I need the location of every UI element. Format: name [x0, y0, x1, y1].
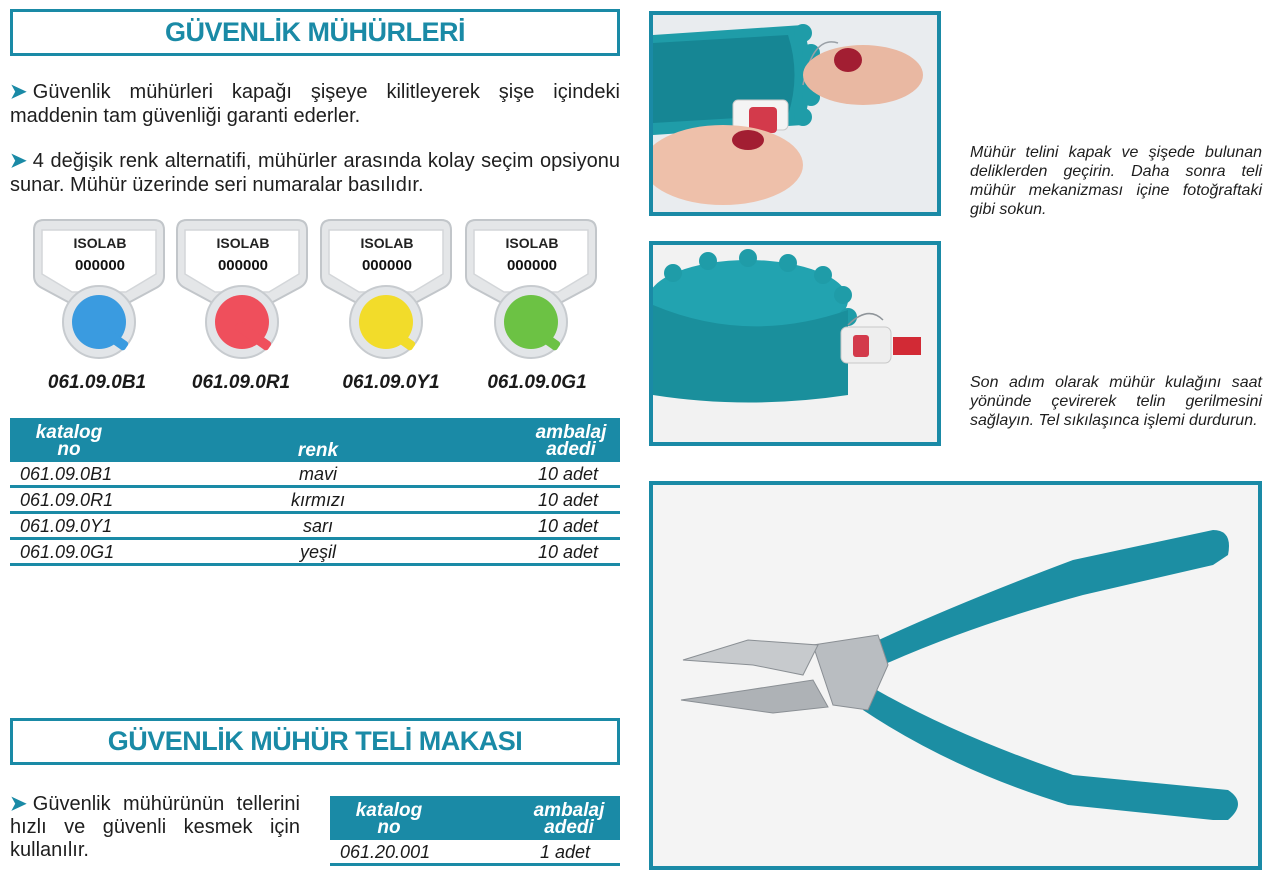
cell-color: mavi	[298, 464, 337, 484]
seal-icon	[462, 218, 600, 360]
header-color: renk	[297, 440, 339, 461]
seal-serial: 000000	[361, 257, 413, 274]
header-pack: ambalaj adedi	[535, 422, 607, 460]
seal-icon	[317, 218, 455, 360]
cell-pack: 10 adet	[538, 542, 599, 562]
photo-threading-wire	[649, 11, 941, 216]
seal-brand: ISOLAB	[505, 235, 559, 251]
catalog-table-seals	[10, 418, 620, 566]
seal-catalog-code: 061.09.0Y1	[342, 372, 440, 393]
section-title-text: GÜVENLİK MÜHÜR TELİ MAKASI	[107, 726, 523, 756]
table-row: 061.20.001 1 adet	[330, 840, 620, 866]
cell-color: kırmızı	[291, 490, 345, 510]
seal-icon	[173, 218, 311, 360]
seal-serial: 000000	[506, 257, 558, 274]
paragraph-seals-1: ➤ Güvenlik mühürleri kapağı şişeye kilitleyerek şişe içindeki maddenin tam güvenliği garanti ederler.	[10, 81, 620, 127]
seal-catalog-code: 061.09.0G1	[487, 372, 587, 393]
header-pack: ambalaj adedi	[533, 800, 605, 838]
table-header	[330, 796, 620, 840]
seal-brand: ISOLAB	[360, 235, 414, 251]
seal-illustration	[30, 218, 168, 360]
header-catalog: katalog no	[355, 800, 423, 838]
cell-color: yeşil	[299, 542, 336, 562]
chevron-right-icon: ➤	[10, 793, 27, 815]
seal-serial: 000000	[74, 257, 126, 274]
chevron-right-icon: ➤	[10, 150, 27, 172]
section-title-text: GÜVENLİK MÜHÜRLERİ	[165, 17, 465, 47]
seal-catalog-code: 061.09.0B1	[47, 372, 147, 393]
seal-catalog-code: 061.09.0R1	[191, 372, 291, 393]
cell-pack: 10 adet	[538, 464, 599, 484]
seal-illustration	[462, 218, 600, 360]
seal-brand: ISOLAB	[216, 235, 270, 251]
table-header	[10, 418, 620, 462]
seal-brand: ISOLAB	[73, 235, 127, 251]
table-body	[10, 462, 620, 566]
paragraph-seals-2: ➤ 4 değişik renk alternatifi, mühürler arasında kolay seçim opsiyonu sunar. Mühür üzerinde seri numaralar basılıdır.	[10, 150, 620, 196]
cell-color: sarı	[302, 516, 333, 536]
catalog-table-cutter	[330, 796, 620, 866]
cell-catalog: 061.09.0Y1	[20, 516, 113, 536]
table-row	[10, 462, 620, 488]
caption-step-2: Son adım olarak mühür kulağını saat yönünde çevirerek telin gerilmesini sağlayın. Tel sıkılaşınca işlemi durdurun.	[970, 374, 1262, 429]
cell-catalog: 061.09.0R1	[20, 490, 114, 510]
seal-icon	[30, 218, 168, 360]
section-title-seals	[10, 9, 620, 56]
seal-illustration	[173, 218, 311, 360]
cell-catalog: 061.09.0G1	[20, 542, 115, 562]
header-catalog: katalog no	[35, 422, 103, 460]
cell-catalog: 061.09.0B1	[20, 464, 113, 484]
photo-tightening-seal-image	[653, 245, 937, 442]
seal-illustration	[317, 218, 455, 360]
chevron-right-icon: ➤	[10, 81, 27, 103]
section-title-cutter	[10, 718, 620, 765]
seal-serial: 000000	[217, 257, 269, 274]
paragraph-cutter: ➤ Güvenlik mühürünün tellerini hızlı ve güvenli kesmek için kullanılır.	[10, 793, 300, 861]
photo-threading-wire-image	[653, 15, 937, 212]
caption-step-1: Mühür telini kapak ve şişede bulunan deliklerden geçirin. Daha sonra teli mühür mekanizması içine fotoğraftaki gibi sokun.	[970, 144, 1262, 218]
cell-pack: 10 adet	[538, 490, 599, 510]
wire-cutter-icon	[653, 485, 1258, 866]
table-row	[10, 540, 620, 566]
cell-pack: 10 adet	[538, 516, 599, 536]
photo-wire-cutter	[649, 481, 1262, 870]
table-row	[10, 488, 620, 514]
table-row	[10, 514, 620, 540]
photo-tightening-seal	[649, 241, 941, 446]
